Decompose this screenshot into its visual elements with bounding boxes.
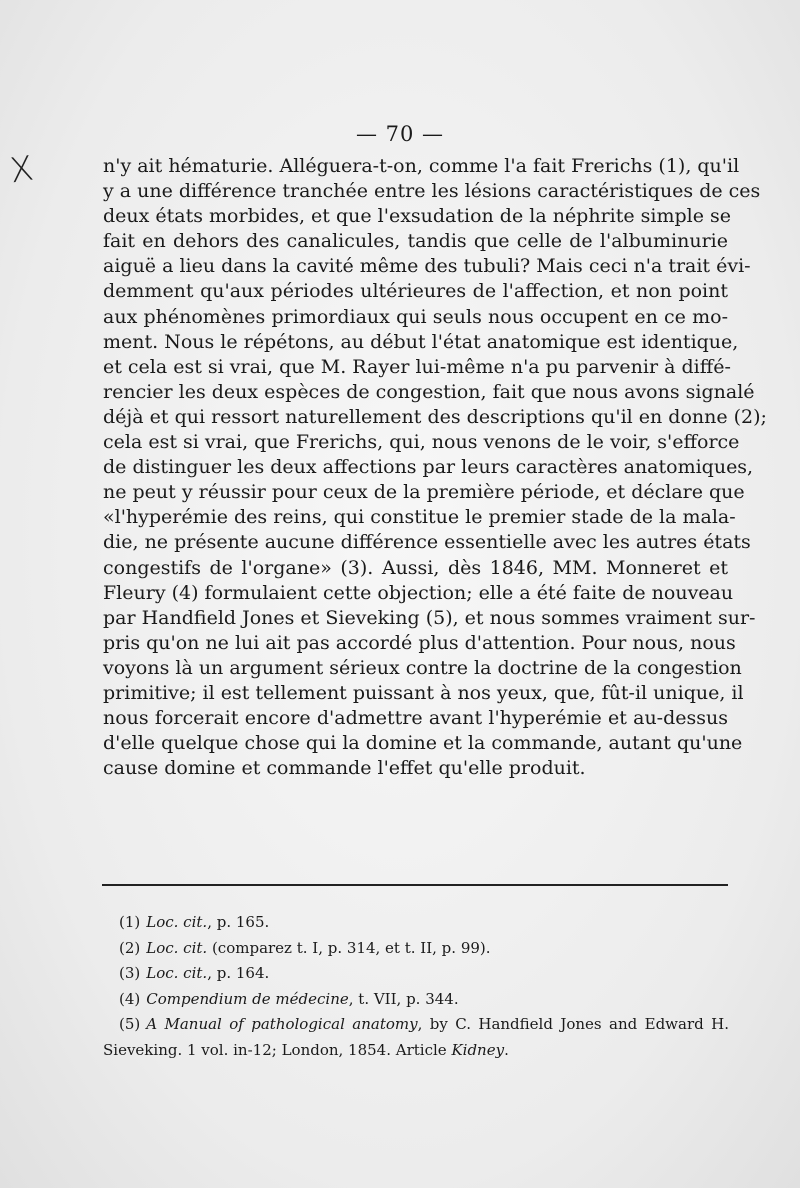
body-text: [103, 154, 767, 781]
text-line: de distinguer les deux affections par leurs caractères anatomiques,: [103, 456, 754, 479]
footnote-text: , p. 164.: [207, 964, 270, 982]
text-line: ne peut y réussir pour ceux de la première période, et déclare que: [103, 481, 745, 504]
footnote-marker: (2): [119, 938, 141, 957]
text-line: die, ne présente aucune différence essentielle avec les autres états: [103, 531, 751, 554]
footnote-reference: Loc. cit.: [146, 964, 208, 982]
footnote-1: [103, 910, 729, 936]
text-line: déjà et qui ressort naturellement des descriptions qu'il en donne (2);: [103, 405, 767, 428]
footnote-separator-rule: [102, 884, 728, 886]
text-line: cause domine et commande l'effet qu'elle produit.: [103, 757, 586, 780]
footnote-5-continuation: [103, 1038, 729, 1064]
text-line: d'elle quelque chose qui la domine et la commande, autant qu'une: [103, 732, 743, 755]
text-line: «l'hyperémie des reins, qui constitue le premier stade de la mala-: [103, 506, 736, 529]
text-line: nous forcerait encore d'admettre avant l'hyperémie et au-dessus: [103, 707, 728, 730]
footnote-5: [103, 1012, 729, 1038]
footnote-text: , t. VII, p. 344.: [348, 989, 459, 1008]
text-line: par Handfield Jones et Sieveking (5), et nous sommes vraiment sur-: [103, 606, 756, 629]
footnote-4: [103, 987, 729, 1013]
footnote-reference: Loc. cit.: [146, 913, 208, 931]
text-line: deux états morbides, et que l'exsudation de la néphrite simple se: [103, 205, 732, 228]
footnote-reference: A Manual of pathological anatomy: [146, 1015, 418, 1033]
text-line: demment qu'aux périodes ultérieures de l'affection, et non point: [103, 280, 728, 303]
text-line: pris qu'on ne lui ait pas accordé plus d'attention. Pour nous, nous: [103, 631, 736, 654]
text-line: ment. Nous le répétons, au début l'état anatomique est identique,: [103, 330, 739, 353]
footnote-text: , p. 165.: [207, 913, 270, 931]
footnote-reference: Loc. cit.: [146, 938, 208, 957]
footnote-3: [103, 961, 729, 987]
footnote-reference: Kidney: [451, 1040, 505, 1059]
footnotes: [103, 910, 729, 1063]
margin-handwritten-mark: X: [7, 148, 36, 192]
text-line: et cela est si vrai, que M. Rayer lui-même n'a pu parvenir à diffé-: [103, 355, 731, 378]
footnote-text: , by C. Handfield Jones and Edward H.: [417, 1015, 729, 1033]
text-line: rencier les deux espèces de congestion, fait que nous avons signalé: [103, 380, 755, 403]
text-line: fait en dehors des canalicules, tandis que celle de l'albuminurie: [103, 230, 728, 253]
footnote-reference: Compendium de médecine: [146, 989, 349, 1008]
footnote-text: (comparez t. I, p. 314, et t. II, p. 99).: [207, 938, 491, 957]
footnote-2: [103, 936, 729, 962]
text-line: cela est si vrai, que Frerichs, qui, nous venons de le voir, s'efforce: [103, 431, 740, 454]
text-line: aux phénomènes primordiaux qui seuls nous occupent en ce mo-: [103, 305, 728, 328]
footnote-marker: (4): [119, 989, 141, 1008]
text-line: congestifs de l'organe» (3). Aussi, dès 1846, MM. Monneret et: [103, 556, 728, 579]
text-line: n'y ait hématurie. Alléguera-t-on, comme l'a fait Frerichs (1), qu'il: [103, 155, 740, 177]
footnote-marker: (1): [119, 913, 141, 931]
footnote-text: Sieveking. 1 vol. in-12; London, 1854. Article: [103, 1040, 452, 1059]
text-line: aiguë a lieu dans la cavité même des tubuli? Mais ceci n'a trait évi-: [103, 255, 751, 278]
footnote-text: .: [504, 1040, 509, 1059]
text-line: primitive; il est tellement puissant à nos yeux, que, fût-il unique, il: [103, 681, 744, 704]
text-line: voyons là un argument sérieux contre la doctrine de la congestion: [103, 656, 742, 679]
text-line: y a une différence tranchée entre les lésions caractéristiques de ces: [103, 180, 761, 203]
footnote-marker: (5): [119, 1015, 141, 1033]
page-number: — 70 —: [355, 122, 445, 146]
footnote-marker: (3): [119, 964, 141, 982]
text-line: Fleury (4) formulaient cette objection; elle a été faite de nouveau: [103, 581, 734, 604]
